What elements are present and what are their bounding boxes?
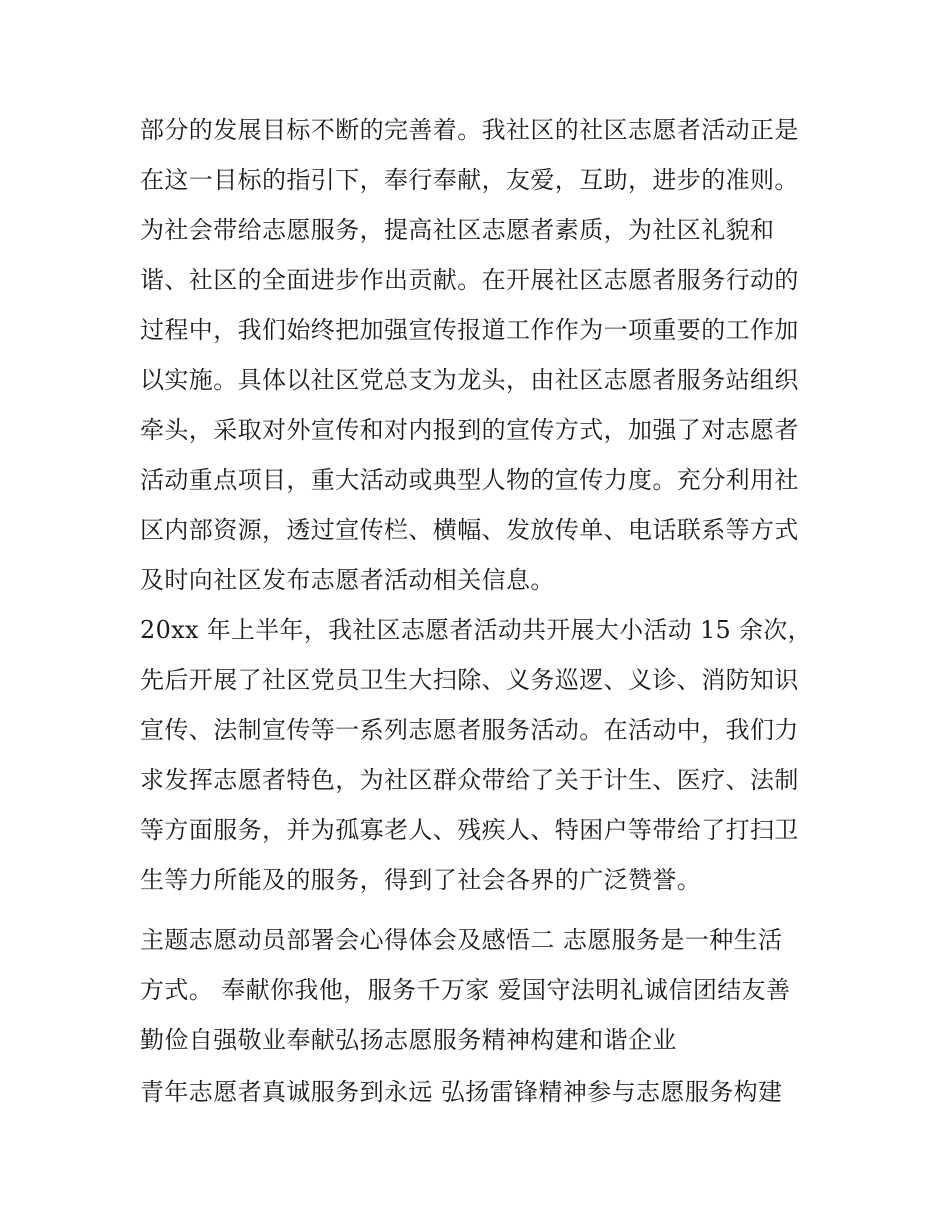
text-line: 过程中，我们始终把加强宣传报道工作作为一项重要的工作加 xyxy=(140,316,799,344)
text-line: 方式。 奉献你我他，服务千万家 爱国守法明礼诚信团结友善 xyxy=(140,976,791,1004)
text-line: 以实施。具体以社区党总支为龙头，由社区志愿者服务站组织 xyxy=(140,366,799,394)
text-line: 勤俭自强敬业奉献弘扬志愿服务精神构建和谐企业 xyxy=(140,1026,677,1054)
text-line: 求发挥志愿者特色，为社区群众带给了关于计生、医疗、法制 xyxy=(140,766,799,794)
text-line: 先后开展了社区党员卫生大扫除、义务巡逻、义诊、消防知识 xyxy=(140,666,799,694)
text-line: 生等力所能及的服务，得到了社会各界的广泛赞誉。 xyxy=(140,866,702,894)
text-line: 在这一目标的指引下，奉行奉献，友爱，互助，进步的准则。 xyxy=(140,166,799,194)
text-line: 牵头，采取对外宣传和对内报到的宣传方式，加强了对志愿者 xyxy=(140,416,799,444)
text-line: 活动重点项目，重大活动或典型人物的宣传力度。充分利用社 xyxy=(140,466,799,494)
text-line: 及时向社区发布志愿者活动相关信息。 xyxy=(140,566,555,594)
text-line: 20xx 年上半年，我社区志愿者活动共开展大小活动 15 余次， xyxy=(140,616,812,644)
text-line: 区内部资源，透过宣传栏、横幅、发放传单、电话联系等方式 xyxy=(140,516,799,544)
text-line: 为社会带给志愿服务，提高社区志愿者素质，为社区礼貌和 xyxy=(140,216,775,244)
text-line: 宣传、法制宣传等一系列志愿者服务活动。在活动中，我们力 xyxy=(140,716,799,744)
text-line: 青年志愿者真诚服务到永远 弘扬雷锋精神参与志愿服务构建 xyxy=(140,1078,783,1106)
text-line: 等方面服务，并为孤寡老人、残疾人、特困户等带给了打扫卫 xyxy=(140,816,799,844)
text-line: 谐、社区的全面进步作出贡献。在开展社区志愿者服务行动的 xyxy=(140,266,799,294)
text-line: 部分的发展目标不断的完善着。我社区的社区志愿者活动正是 xyxy=(140,116,799,144)
text-line: 主题志愿动员部署会心得体会及感悟二 志愿服务是一种生活 xyxy=(140,926,783,954)
